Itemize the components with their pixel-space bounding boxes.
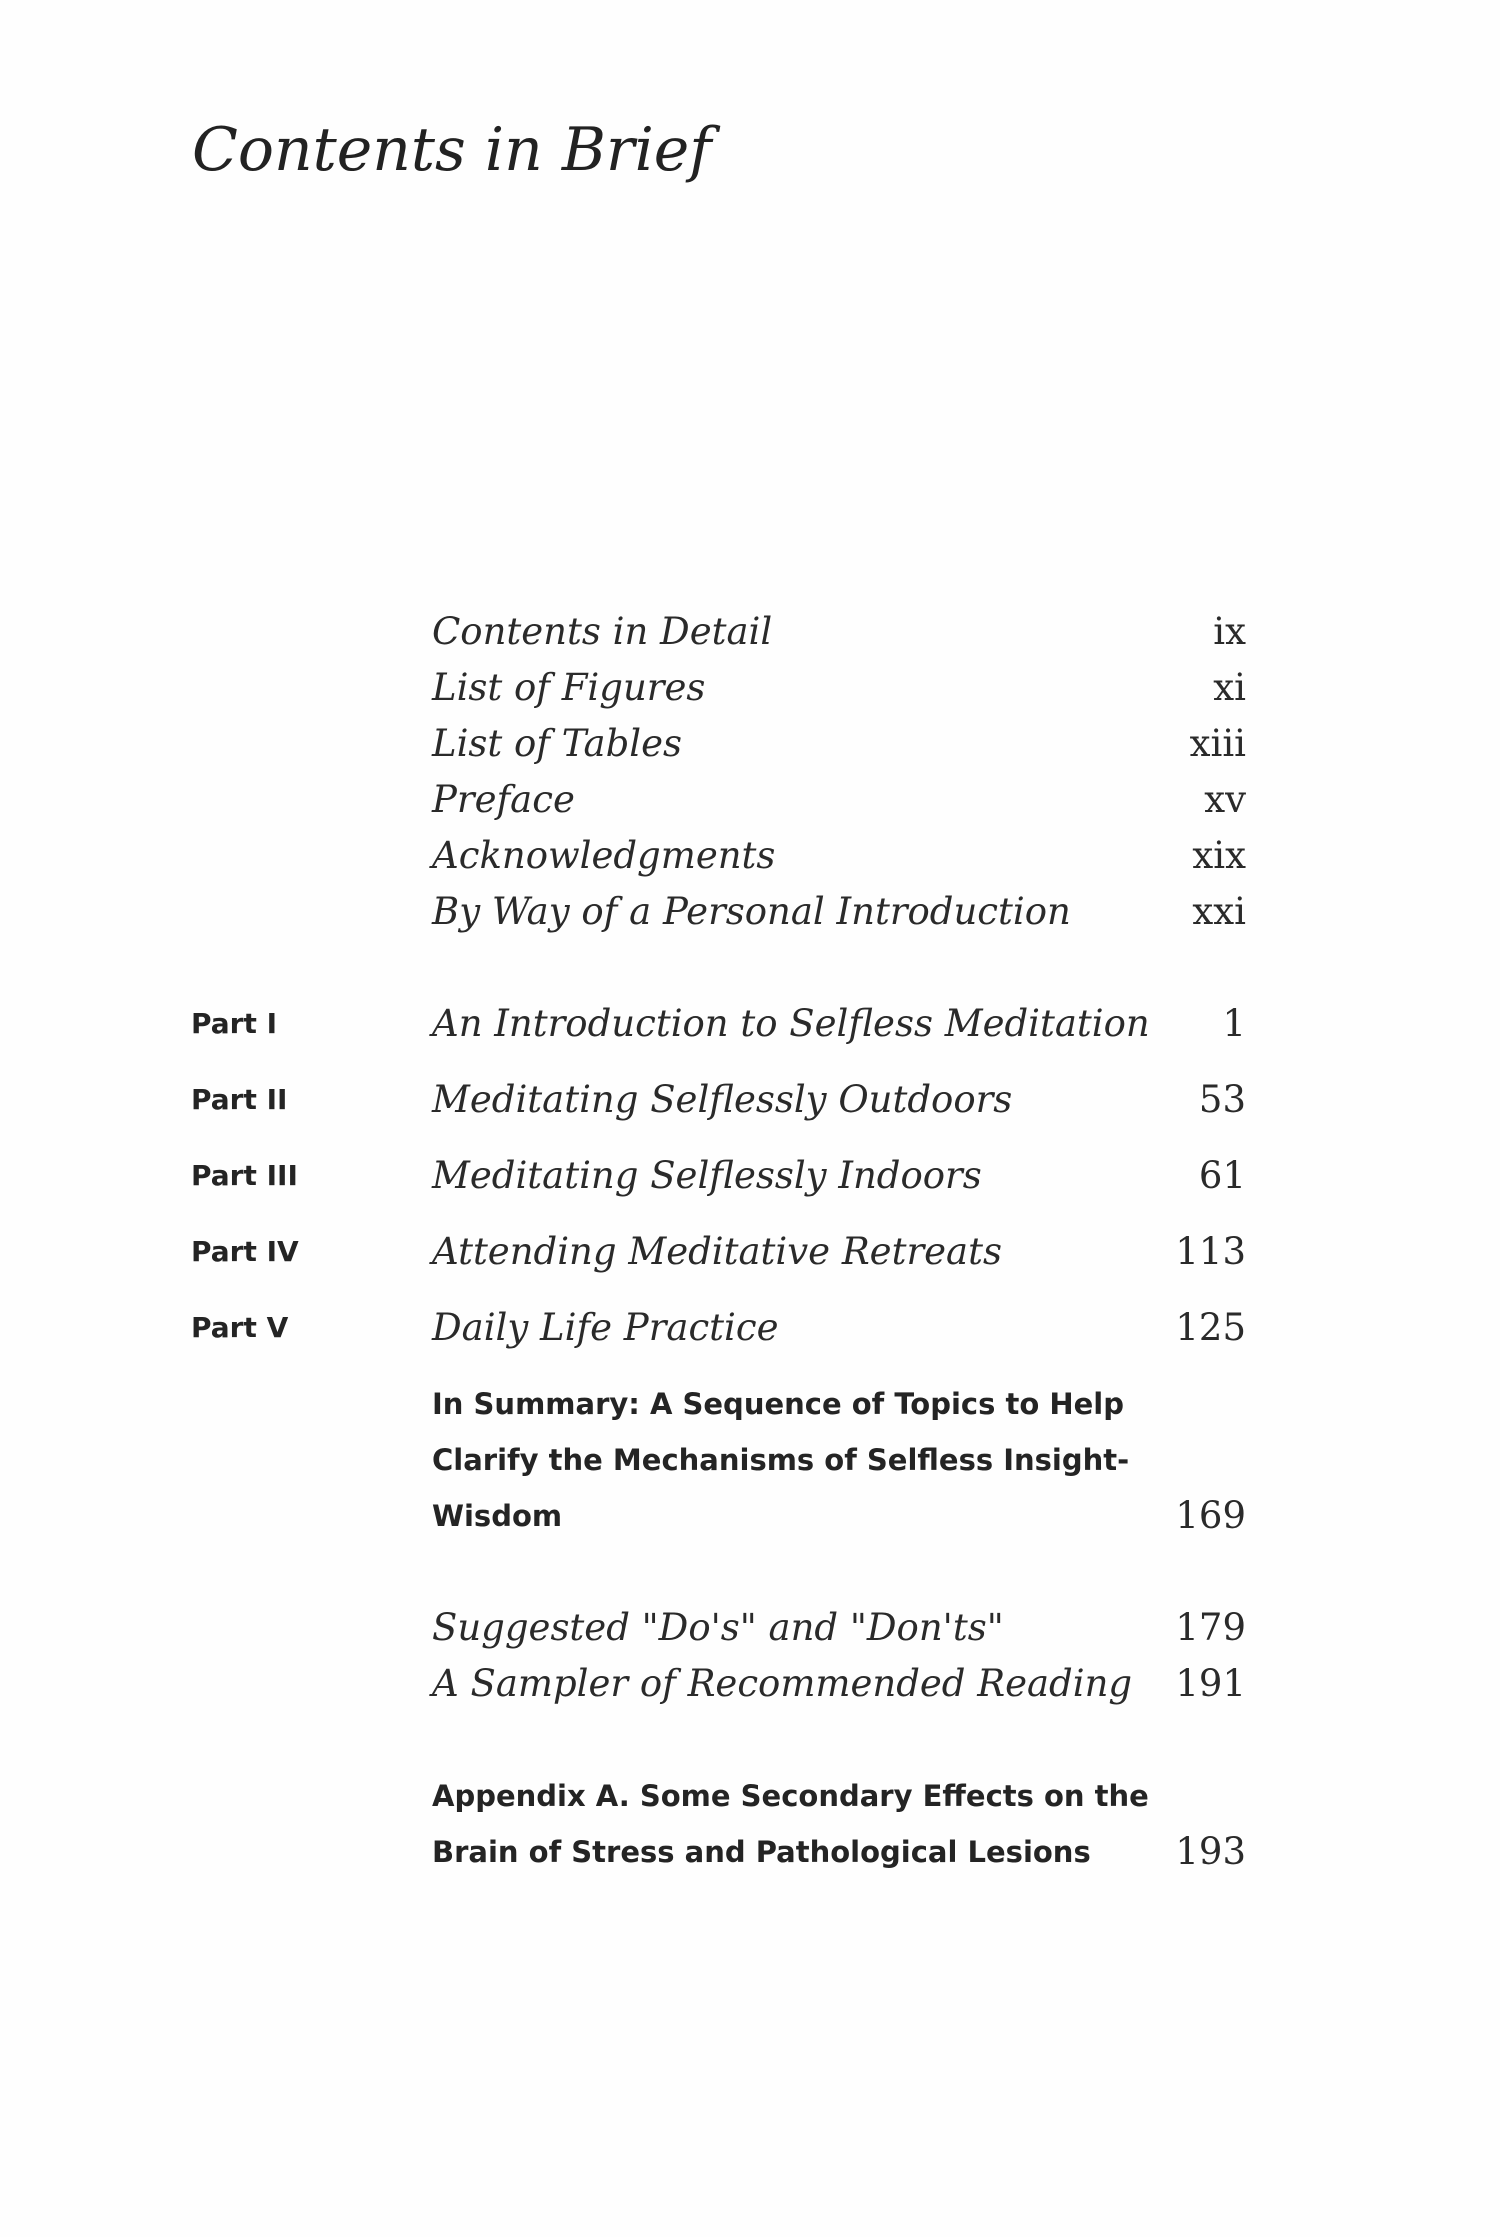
toc-entry-page: xv xyxy=(1204,778,1246,821)
toc-entry-title: Preface xyxy=(432,778,575,821)
toc-entry-page: xix xyxy=(1192,834,1246,877)
toc-entry-title: List of Figures xyxy=(432,666,706,709)
toc-entry-title: Acknowledgments xyxy=(432,834,776,877)
part-title: Meditating Selflessly Outdoors xyxy=(432,1078,1013,1121)
part-page: 113 xyxy=(1175,1230,1246,1273)
toc-entry-page: xiii xyxy=(1189,722,1246,765)
toc-entry-page: ix xyxy=(1213,610,1246,653)
toc-entry-title: List of Tables xyxy=(432,722,683,765)
toc-entry-page: 191 xyxy=(1175,1662,1246,1705)
part-label: Part II xyxy=(191,1083,288,1116)
part-page: 53 xyxy=(1198,1078,1246,1121)
part-label: Part III xyxy=(191,1159,298,1192)
part-label: Part IV xyxy=(191,1235,299,1268)
part-label: Part I xyxy=(191,1007,278,1040)
part-label: Part V xyxy=(191,1311,289,1344)
part-page: 125 xyxy=(1175,1306,1246,1349)
summary-title-line: In Summary: A Sequence of Topics to Help xyxy=(432,1387,1124,1421)
appendix-title-line: Appendix A. Some Secondary Effects on the xyxy=(432,1779,1149,1813)
toc-entry-page: xxi xyxy=(1192,890,1246,933)
toc-entry-page: xi xyxy=(1213,666,1246,709)
appendix-title-line: Brain of Stress and Pathological Lesions xyxy=(432,1835,1091,1869)
toc-entry-title: Suggested "Do's" and "Don'ts" xyxy=(432,1606,1004,1649)
page-title: Contents in Brief xyxy=(192,115,712,185)
toc-entry-title: Contents in Detail xyxy=(432,610,773,653)
summary-title-line: Wisdom xyxy=(432,1499,563,1533)
toc-entry-page: 179 xyxy=(1175,1606,1246,1649)
part-page: 61 xyxy=(1198,1154,1246,1197)
toc-entry-title: By Way of a Personal Introduction xyxy=(432,890,1071,933)
part-title: Meditating Selflessly Indoors xyxy=(432,1154,982,1197)
summary-page: 169 xyxy=(1175,1494,1246,1537)
part-title: An Introduction to Selfless Meditation xyxy=(432,1002,1150,1045)
appendix-page: 193 xyxy=(1175,1830,1246,1873)
part-page: 1 xyxy=(1222,1002,1246,1045)
part-title: Daily Life Practice xyxy=(432,1306,779,1349)
part-title: Attending Meditative Retreats xyxy=(432,1230,1002,1273)
summary-title-line: Clarify the Mechanisms of Selfless Insight- xyxy=(432,1443,1130,1477)
toc-entry-title: A Sampler of Recommended Reading xyxy=(432,1662,1133,1705)
